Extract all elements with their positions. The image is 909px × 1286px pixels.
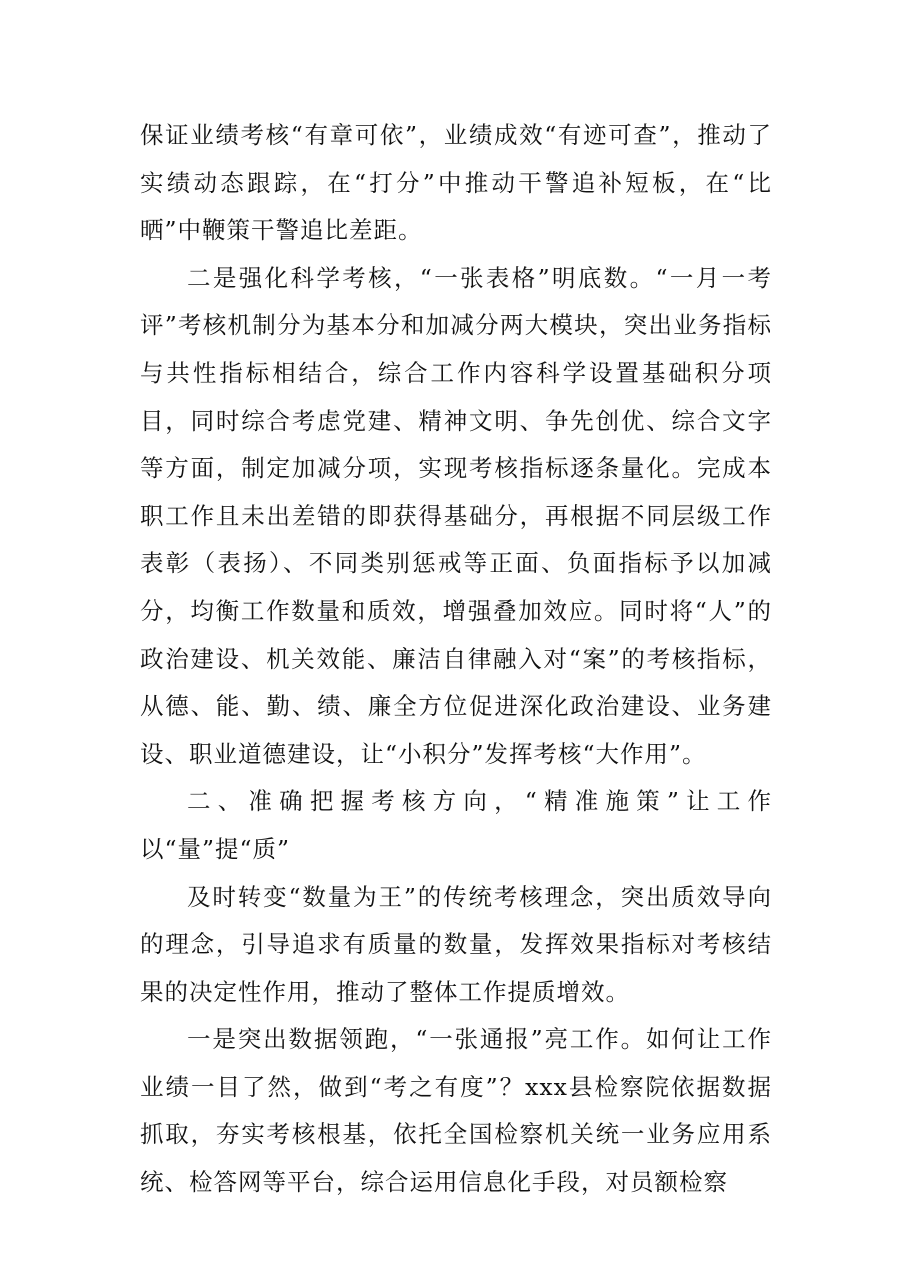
document-body bbox=[140, 112, 772, 1207]
section-heading-two: 二、准确把握考核方向，“精准施策”让工作以“量”提“质” bbox=[140, 787, 772, 863]
paragraph-quality-orientation: 及时转变“数量为王”的传统考核理念，突出质效导向的理念，引导追求有质量的数量，发挥效果指标对考核结果的决定性作用，推动了整体工作提质增效。 bbox=[140, 882, 772, 1006]
paragraph-data-leading: 一是突出数据领跑，“一张通报”亮工作。如何让工作业绩一目了然，做到“考之有度”？xxx县检察院依据数据抓取，夯实考核根基，依托全国检察机关统一业务应用系统、检答网等平台，综合运用信息化手段，对员额检察 bbox=[140, 1025, 772, 1197]
paragraph-scientific-assessment: 二是强化科学考核，“一张表格”明底数。“一月一考评”考核机制分为基本分和加减分两大模块，突出业务指标与共性指标相结合，综合工作内容科学设置基础积分项目，同时综合考虑党建、精神文明、争先创优、综合文字等方面，制定加减分项，实现考核指标逐条量化。完成本职工作且未出差错的即获得基础分，再根据不同层级工作表彰（表扬）、不同类别惩戒等正面、负面指标予以加减分，均衡工作数量和质效，增强叠加效应。同时将“人”的政治建设、机关效能、廉洁自律融入对“案”的考核指标，从德、能、勤、绩、廉全方位促进深化政治建设、业务建设、职业道德建设，让“小积分”发挥考核“大作用”。 bbox=[140, 263, 772, 768]
paragraph-continuation: 保证业绩考核“有章可依”，业绩成效“有迹可查”，推动了实绩动态跟踪，在“打分”中推动干警追补短板，在“比晒”中鞭策干警追比差距。 bbox=[140, 121, 772, 245]
